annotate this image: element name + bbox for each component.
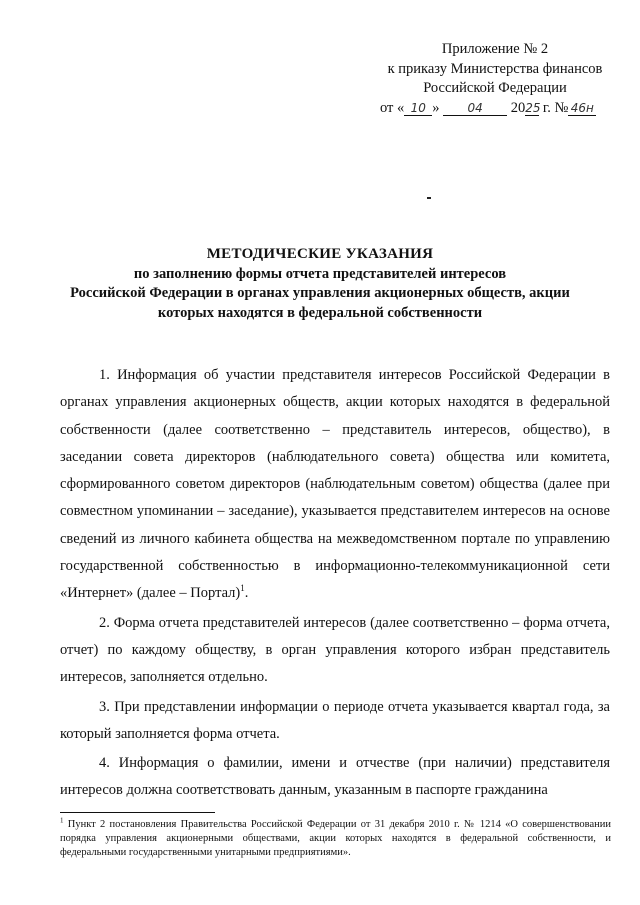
footnote-number: 1 [60, 816, 64, 825]
title-line-2: Российской Федерации в органах управления акционерных обществ, акции [70, 285, 570, 301]
document-title [60, 245, 580, 323]
appendix-ministry: Российской Федерации [423, 80, 567, 96]
footnote [60, 818, 611, 860]
date-year-handwritten: 25 [525, 100, 541, 115]
appendix-date-line [380, 99, 620, 119]
title-line-1: по заполнению формы отчета представителей интересов [133, 265, 507, 282]
footnote-text: Пункт 2 постановления Правительства Российской Федерации от 31 декабря 2010 г. № 1214 «О совершенствовании порядка управления акционерными обществами, акции которых находятся в федеральной собственности, и федеральными государственными унитарными предприятиями». [60, 819, 611, 858]
body-text [60, 362, 610, 805]
date-month-handwritten: 04 [443, 101, 507, 116]
appendix-header [370, 40, 620, 118]
title-line-3: которых находятся в федеральной собственности [157, 304, 483, 321]
date-year-word: г. № [539, 99, 569, 116]
paragraph-3: 3. При представлении информации о периоде отчета указывается квартал года, за который заполняется форма отчета. [60, 698, 610, 742]
appendix-order-ref: к приказу Министерства финансов [387, 60, 603, 77]
paragraph-1-end: . [244, 585, 249, 602]
paragraph-1 [60, 362, 610, 608]
date-day-handwritten: 10 [404, 101, 432, 116]
title-main: МЕТОДИЧЕСКИЕ УКАЗАНИЯ [206, 246, 434, 262]
footnote-divider [60, 812, 215, 813]
date-mid: » [432, 99, 440, 116]
appendix-number: Приложение № 2 [441, 41, 549, 57]
footnote-ref: 1 [240, 583, 245, 594]
order-number-handwritten: 46н [568, 101, 596, 116]
paragraph-2: 2. Форма отчета представителей интересов (далее соответственно – форма отчета, отчет) по каждому обществу, в орган управления которого избран представитель интересов, заполняется отдельно. [60, 614, 610, 686]
paragraph-1-text: 1. Информация об участии представителя интересов Российской Федерации в органах управления акционерных обществ, акции которых находятся в федеральной собственности (далее соответственно – представитель интересов, общество), в заседании совета директоров (наблюдательного совета) общества или комитета, сформированного советом директоров (наблюдательным советом) общества (далее при совместном упоминании – заседание), указывается представителем интересов на основе сведений из личного кабинета общества на межведомственном портале по управлению государственной собственностью в информационно-телекоммуникационной сети «Интернет» (далее – Портал) [60, 367, 610, 602]
paragraph-4: 4. Информация о фамилии, имени и отчестве (при наличии) представителя интересов должна соответствовать данным, указанным в паспорте гражданина [60, 755, 610, 799]
date-prefix: от « [380, 99, 405, 116]
stray-mark [427, 197, 431, 199]
date-year-prefix: 20 [510, 99, 526, 116]
